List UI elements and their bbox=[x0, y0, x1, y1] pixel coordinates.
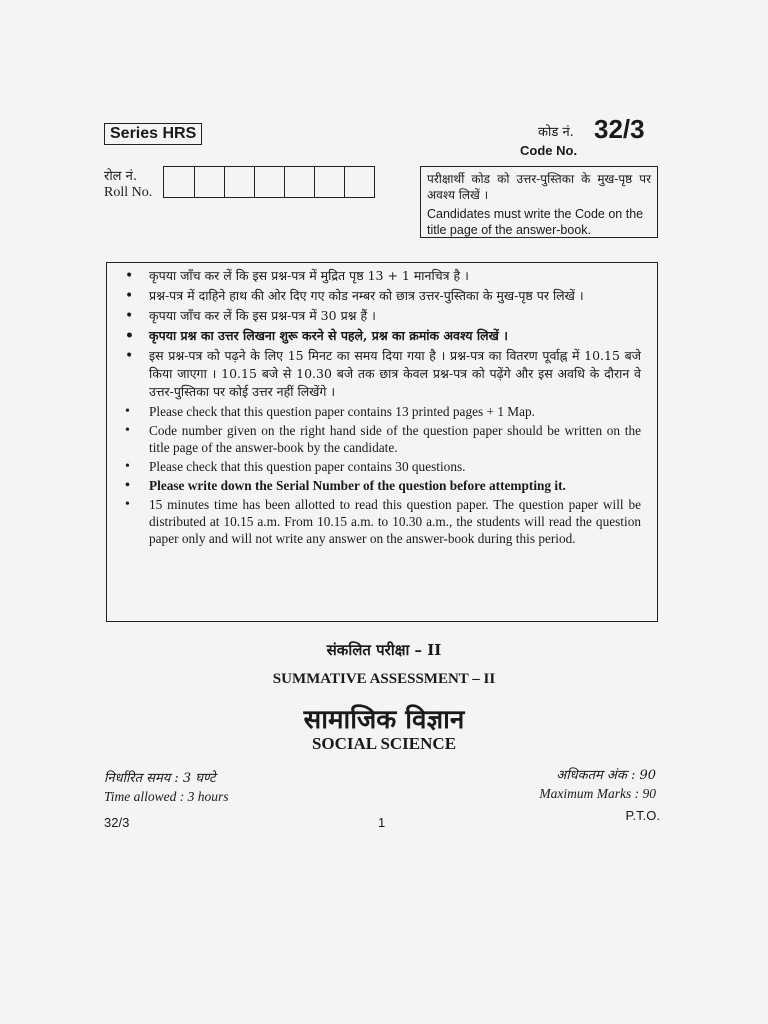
instruction-item bbox=[121, 327, 641, 345]
bullet-icon: • bbox=[125, 423, 130, 438]
page-number: 1 bbox=[378, 815, 386, 830]
instruction-item bbox=[121, 496, 641, 547]
bullet-icon: • bbox=[125, 348, 134, 364]
instruction-item bbox=[121, 307, 641, 325]
bullet-icon: • bbox=[125, 308, 134, 324]
instruction-item bbox=[121, 403, 641, 420]
code-label-english: Code No. bbox=[520, 143, 578, 158]
bullet-icon: • bbox=[125, 404, 130, 419]
instruction-item bbox=[121, 267, 641, 285]
instructions-box bbox=[106, 262, 658, 622]
roll-label-hindi: रोल नं. bbox=[104, 169, 137, 184]
instruction-item bbox=[121, 458, 641, 475]
bullet-icon: • bbox=[125, 459, 130, 474]
roll-number-cell[interactable] bbox=[344, 167, 374, 197]
subject-title-hindi: सामाजिक विज्ञान bbox=[303, 705, 465, 735]
footer-code: 32/3 bbox=[104, 815, 130, 830]
instruction-text: Code number given on the right hand side of the question paper should be written on the title page of the answer-book by the candidate. bbox=[149, 423, 641, 455]
instruction-text: 15 minutes time has been allotted to read this question paper. The question paper will be distributed at 10.15 a.m. From 10.15 a.m. to 10.30 a.m., the students will read the question paper only and will not write any answer on the answer-book during this period. bbox=[149, 497, 641, 546]
instruction-item bbox=[121, 477, 641, 494]
instruction-text: कृपया जाँच कर लें कि इस प्रश्न-पत्र में मुद्रित पृष्ठ 13 + 1 मानचित्र है । bbox=[149, 268, 469, 283]
instructions-list bbox=[121, 267, 641, 547]
code-label-hindi: कोड नं. bbox=[538, 125, 574, 140]
instruction-text: Please check that this question paper contains 30 questions. bbox=[149, 459, 466, 474]
roll-number-cell[interactable] bbox=[194, 167, 224, 197]
exam-title-english: SUMMATIVE ASSESSMENT – II bbox=[272, 671, 496, 687]
candidate-note-hindi: परीक्षार्थी कोड को उत्तर-पुस्तिका के मुख-पृष्ठ पर अवश्य लिखें । bbox=[427, 172, 651, 202]
roll-number-cell[interactable] bbox=[314, 167, 344, 197]
roll-label-english: Roll No. bbox=[104, 185, 153, 200]
roll-number-cell[interactable] bbox=[254, 167, 284, 197]
time-allowed-english: Time allowed : 3 hours bbox=[104, 789, 229, 804]
series-label: Series HRS bbox=[104, 123, 202, 145]
candidate-code-note bbox=[420, 166, 658, 238]
code-number: 32/3 bbox=[594, 114, 645, 144]
instruction-text: प्रश्न-पत्र में दाहिने हाथ की ओर दिए गए कोड नम्बर को छात्र उत्तर-पुस्तिका के मुख-पृष्ठ पर लिखें । bbox=[149, 288, 584, 303]
pto-label: P.T.O. bbox=[625, 808, 660, 823]
roll-number-grid[interactable] bbox=[163, 166, 375, 198]
roll-number-cell[interactable] bbox=[164, 167, 194, 197]
bullet-icon: • bbox=[125, 497, 130, 512]
bullet-icon: • bbox=[125, 328, 134, 344]
instruction-item bbox=[121, 347, 641, 401]
instruction-text: Please write down the Serial Number of the question before attempting it. bbox=[149, 478, 566, 493]
instruction-text: कृपया जाँच कर लें कि इस प्रश्न-पत्र में 30 प्रश्न हैं । bbox=[149, 308, 376, 323]
candidate-note-english: Candidates must write the Code on the title page of the answer-book. bbox=[427, 207, 644, 237]
bullet-icon: • bbox=[125, 288, 134, 304]
subject-title-english: SOCIAL SCIENCE bbox=[311, 734, 457, 753]
exam-title-hindi: संकलित परीक्षा – II bbox=[326, 641, 442, 659]
max-marks-english: Maximum Marks : 90 bbox=[539, 786, 656, 801]
time-allowed-hindi: निर्धारित समय : 3 घण्टे bbox=[104, 771, 216, 786]
bullet-icon: • bbox=[125, 478, 130, 493]
roll-number-cell[interactable] bbox=[284, 167, 314, 197]
instruction-text: Please check that this question paper contains 13 printed pages + 1 Map. bbox=[149, 404, 535, 419]
max-marks-hindi: अधिकतम अंक : 90 bbox=[556, 768, 656, 783]
instruction-text: इस प्रश्न-पत्र को पढ़ने के लिए 15 मिनट का समय दिया गया है । प्रश्न-पत्र का वितरण पूर्वाह्न में 10.15 बजे किया जाएगा । 10.15 बजे से 10.30 बजे तक छात्र केवल प्रश्न-पत्र को पढ़ेंगे और इस अवधि के दौरान वे उत्तर-पुस्तिका पर कोई उत्तर नहीं लिखेंगे । bbox=[149, 348, 641, 399]
bullet-icon: • bbox=[125, 268, 134, 284]
instruction-item bbox=[121, 287, 641, 305]
roll-number-cell[interactable] bbox=[224, 167, 254, 197]
instruction-item bbox=[121, 422, 641, 456]
instruction-text: कृपया प्रश्न का उत्तर लिखना शुरू करने से पहले, प्रश्न का क्रमांक अवश्य लिखें । bbox=[149, 328, 508, 343]
